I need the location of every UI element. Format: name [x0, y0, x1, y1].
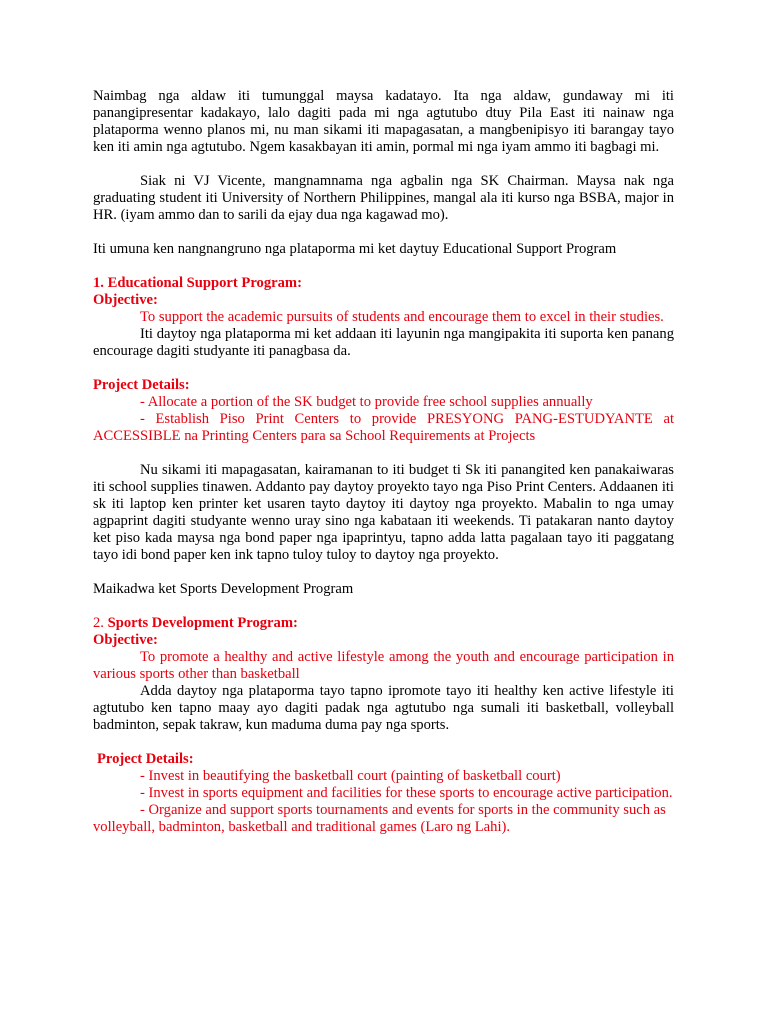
document-body: [93, 88, 674, 836]
program-2-section: [93, 615, 674, 836]
program-1-heading: 1. Educational Support Program:: [93, 275, 302, 291]
program-1-section: [93, 275, 674, 564]
program-1-objective-label: Objective:: [93, 292, 158, 308]
intro-paragraph-greeting: Naimbag nga aldaw iti tumunggal maysa kadatayo. Ita nga aldaw, gundaway mi iti panangipresentar kadakayo, lalo dagiti pada mi nga agtutubo dtuy Pila East iti nainaw nga plataporma wenno planos mi, nu man sikami iti mapagasatan, a mangbenipisyo iti barangay tayo ken iti amin nga agtutubo. Ngem kasakbayan iti amin, pormal mi nga iyam ammo iti bagbagi mi.: [93, 88, 674, 155]
program-1-objective-text: To support the academic pursuits of students and encourage them to excel in their studies.: [140, 309, 664, 325]
program-2-detail-item: - Invest in beautifying the basketball court (painting of basketball court): [140, 768, 561, 784]
program-2-detail-item: - Invest in sports equipment and facilities for these sports to encourage active participation.: [140, 785, 673, 801]
program-1-explanation: Iti daytoy nga plataporma mi ket addaan iti layunin nga mangipakita iti suporta ken panang encourage dagiti studyante iti panagbasa da.: [93, 326, 674, 359]
program-2-number: 2.: [93, 615, 104, 631]
program-2-details-label: Project Details:: [97, 751, 194, 767]
transition-second-platform: Maikadwa ket Sports Development Program: [93, 581, 354, 597]
intro-paragraph-first-platform: Iti umuna ken nangnangruno nga plataporma mi ket daytuy Educational Support Program: [93, 241, 617, 257]
program-1-closing-paragraph: Nu sikami iti mapagasatan, kairamanan to iti budget ti Sk iti panangited ken panakaiwaras iti school supplies tinawen. Addanto pay daytoy proyekto tayo nga Piso Print Centers. Addaanen iti sk iti laptop ken printer ket usaren tayto daytoy iti daytoy nga proyekto. Mabalin to nga umay agpaprint dagiti studyante wenno uray sino nga kabataan iti weekends. Ti patakaran nanto daytoy ket piso kada maysa nga bond paper nga ipaprintyu, tapno adda latta pagalaan tayo iti paggatang tayo idi bond paper ken ink tapno tuloy tuloy to daytoy nga proyekto.: [93, 462, 674, 563]
program-2-explanation: Adda daytoy nga plataporma tayo tapno ipromote tayo iti healthy ken active lifestyle iti agtutubo ken tapno maay ayo dagiti padak nga agtutubo nga sumali iti basketball, volleyball badminton, sepak takraw, kun maduma duma pay nga sports.: [93, 683, 674, 733]
program-1-detail-item: - Allocate a portion of the SK budget to provide free school supplies annually: [140, 394, 593, 410]
program-1-details-label: Project Details:: [93, 377, 190, 393]
program-1-detail-item: - Establish Piso Print Centers to provide PRESYONG PANG-ESTUDYANTE at ACCESSIBLE na Printing Centers para sa School Requirements at Projects: [93, 411, 674, 444]
program-2-detail-item: - Organize and support sports tournaments and events for sports in the community such as volleyball, badminton, basketball and traditional games (Laro ng Lahi).: [93, 802, 666, 835]
program-2-title: Sports Development Program:: [107, 615, 298, 631]
intro-paragraph-self-introduction: Siak ni VJ Vicente, mangnamnama nga agbalin nga SK Chairman. Maysa nak nga graduating student iti University of Northern Philippines, mangal ala iti kurso nga BSBA, major in HR. (iyam ammo dan to sarili da ejay dua nga kagawad mo).: [93, 173, 674, 223]
program-2-heading: [93, 615, 674, 632]
program-2-objective-label: Objective:: [93, 632, 158, 648]
program-2-objective-text: To promote a healthy and active lifestyle among the youth and encourage participation in various sports other than basketball: [93, 649, 674, 682]
